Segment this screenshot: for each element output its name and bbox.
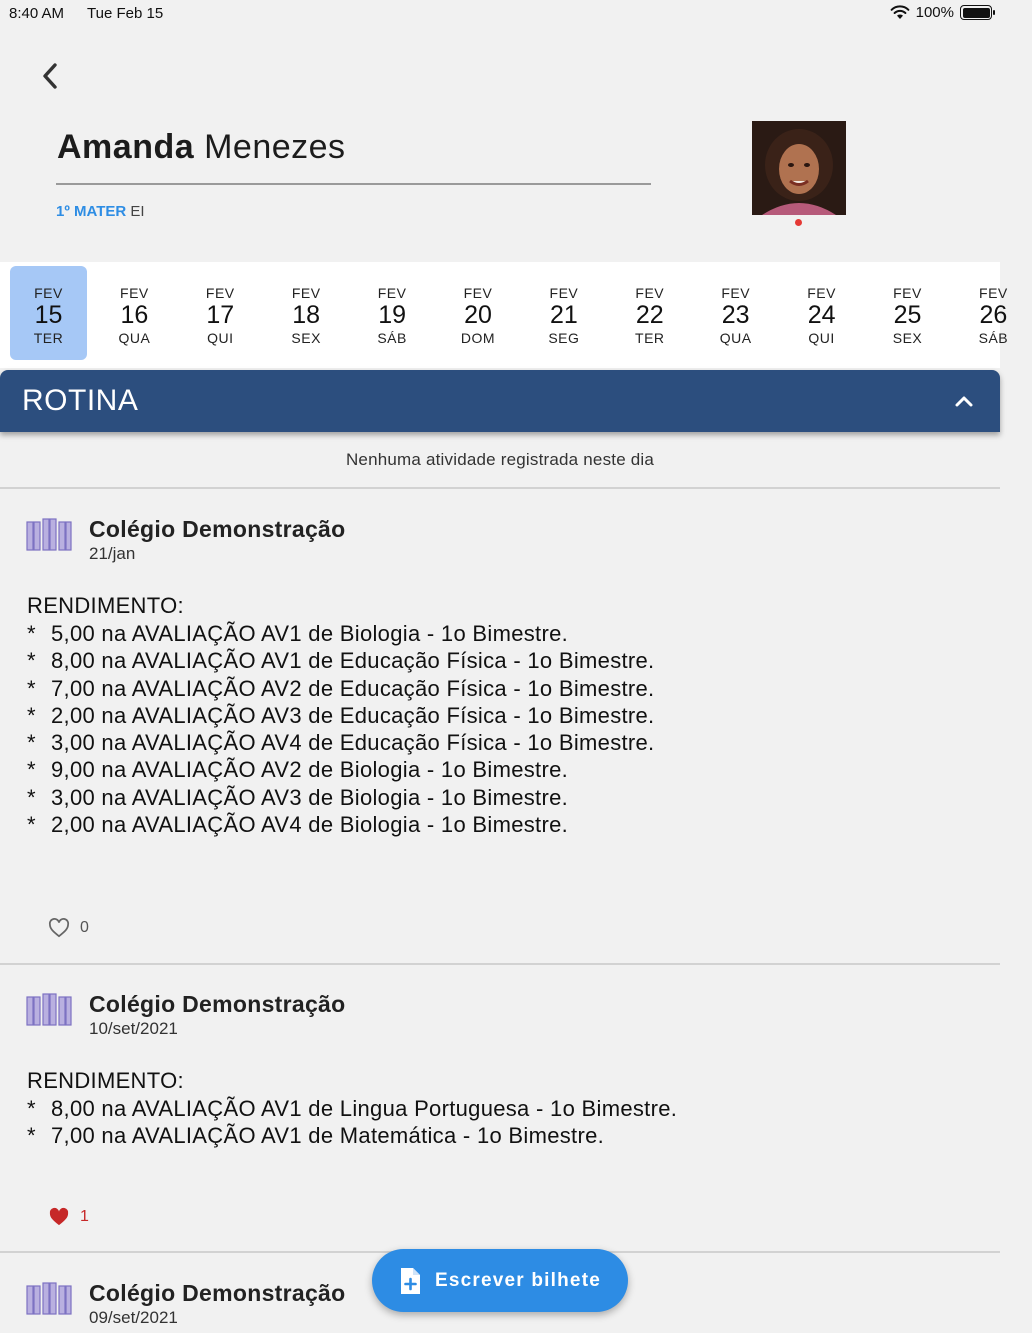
date-day: 24 — [807, 301, 836, 329]
date-weekday: SÁB — [978, 330, 1009, 346]
post-heading: RENDIMENTO: — [27, 593, 184, 618]
date-month: FEV — [291, 285, 321, 301]
post-org: Colégio Demonstração — [89, 1280, 346, 1306]
status-right — [890, 4, 992, 21]
heart-outline-icon[interactable] — [48, 918, 70, 938]
chevron-up-icon[interactable] — [950, 388, 978, 416]
like-count: 1 — [80, 1208, 89, 1225]
date-item[interactable] — [955, 266, 1032, 360]
status-bar — [0, 0, 1000, 28]
like-button[interactable] — [48, 1207, 89, 1227]
date-month: FEV — [377, 285, 407, 301]
battery-percent: 100% — [915, 4, 954, 21]
date-item[interactable] — [611, 266, 688, 360]
class-secondary: EI — [130, 203, 145, 220]
date-day: 26 — [979, 301, 1008, 329]
bullet: * — [27, 784, 36, 810]
date-item[interactable] — [96, 266, 173, 360]
date-month: FEV — [893, 285, 922, 301]
date-weekday: SÁB — [377, 330, 407, 346]
date-item[interactable] — [783, 266, 860, 360]
grade-item — [27, 811, 654, 838]
date-weekday: SEG — [548, 330, 580, 346]
grade-item — [27, 647, 654, 674]
date-day: 25 — [893, 301, 922, 329]
date-month: FEV — [635, 285, 665, 301]
post-heading: RENDIMENTO: — [27, 1068, 184, 1093]
status-time: 8:40 AM — [9, 5, 65, 22]
date-weekday: QUI — [808, 330, 835, 346]
grade-item — [27, 702, 654, 729]
rotina-empty-message: Nenhuma atividade registrada neste dia — [345, 450, 655, 469]
bullet: * — [27, 757, 36, 783]
date-item[interactable] — [869, 266, 946, 360]
grade-list — [27, 1095, 677, 1150]
school-logo-icon — [26, 1280, 72, 1316]
date-weekday: TER — [33, 330, 64, 346]
date-day: 21 — [549, 301, 578, 329]
date-weekday: QUI — [207, 330, 234, 346]
grade-item — [27, 784, 654, 811]
date-month: FEV — [120, 285, 149, 301]
school-logo-icon — [26, 991, 72, 1027]
name-underline — [56, 183, 651, 185]
grade-list — [27, 620, 654, 838]
student-name — [57, 128, 346, 167]
date-month: FEV — [807, 285, 836, 301]
date-day: 18 — [292, 301, 321, 329]
grade-text: 7,00 na AVALIAÇÃO AV1 de Matemática - 1o Bimestre. — [51, 1123, 605, 1149]
date-item[interactable] — [354, 266, 431, 360]
class-primary: 1º MATER — [56, 203, 127, 220]
post-org: Colégio Demonstração — [89, 991, 346, 1017]
grade-item — [27, 1095, 677, 1122]
file-plus-icon — [399, 1267, 421, 1295]
grade-text: 3,00 na AVALIAÇÃO AV3 de Biologia - 1o Bimestre. — [51, 784, 569, 810]
date-item[interactable] — [10, 266, 87, 360]
date-item[interactable] — [182, 266, 259, 360]
wifi-icon — [890, 5, 910, 20]
bullet: * — [27, 675, 36, 701]
date-weekday: SEX — [892, 330, 923, 346]
status-dot — [795, 219, 802, 226]
rotina-title: ROTINA — [22, 384, 139, 417]
bullet: * — [27, 730, 36, 756]
class-label — [56, 203, 145, 220]
post-org: Colégio Demonstração — [89, 516, 346, 542]
date-month: FEV — [205, 285, 235, 301]
post-date: 09/set/2021 — [89, 1308, 178, 1327]
heart-filled-icon[interactable] — [48, 1207, 70, 1227]
date-day: 15 — [34, 301, 63, 329]
date-strip — [0, 262, 1009, 368]
date-item[interactable] — [525, 266, 602, 360]
back-button[interactable] — [32, 58, 68, 94]
bullet: * — [27, 1096, 36, 1121]
bullet: * — [27, 1123, 36, 1149]
write-note-label: Escrever bilhete — [434, 1269, 601, 1291]
battery-icon — [960, 5, 992, 20]
date-item[interactable] — [440, 266, 517, 360]
date-day: 19 — [378, 301, 406, 329]
write-note-button[interactable] — [372, 1249, 628, 1312]
date-day: 22 — [635, 301, 664, 329]
date-day: 16 — [120, 301, 149, 329]
grade-text: 8,00 na AVALIAÇÃO AV1 de Lingua Portuguesa - 1o Bimestre. — [51, 1096, 678, 1121]
school-logo-icon — [26, 516, 72, 552]
grade-item — [27, 675, 654, 702]
grade-text: 3,00 na AVALIAÇÃO AV4 de Educação Física - 1o Bimestre. — [51, 730, 655, 756]
status-date: Tue Feb 15 — [87, 5, 164, 22]
post-date: 10/set/2021 — [89, 1019, 178, 1038]
grade-item — [27, 729, 654, 756]
bullet: * — [27, 812, 36, 838]
post-date: 21/jan — [89, 544, 136, 563]
bullet: * — [27, 702, 36, 728]
date-month: FEV — [549, 285, 579, 301]
student-last-name: Menezes — [204, 128, 346, 166]
avatar[interactable] — [752, 121, 846, 215]
date-weekday: DOM — [460, 330, 496, 346]
date-day: 20 — [464, 301, 492, 329]
bullet: * — [27, 621, 36, 646]
date-month: FEV — [721, 285, 751, 301]
grade-text: 2,00 na AVALIAÇÃO AV4 de Biologia - 1o Bimestre. — [51, 812, 569, 838]
chevron-left-icon — [40, 62, 60, 90]
avatar-photo — [752, 121, 846, 215]
like-count: 0 — [80, 919, 89, 936]
date-item[interactable] — [697, 266, 774, 360]
date-day: 17 — [206, 301, 235, 329]
date-day: 23 — [721, 301, 750, 329]
date-weekday: QUA — [118, 330, 151, 346]
grade-text: 9,00 na AVALIAÇÃO AV2 de Biologia - 1o Bimestre. — [51, 757, 569, 783]
grade-item — [27, 620, 654, 647]
date-month: FEV — [979, 285, 1008, 301]
date-weekday: SEX — [291, 330, 321, 346]
grade-text: 8,00 na AVALIAÇÃO AV1 de Educação Física - 1o Bimestre. — [51, 648, 655, 674]
date-item[interactable] — [268, 266, 345, 360]
date-month: FEV — [34, 285, 63, 301]
divider — [0, 963, 1000, 965]
grade-text: 7,00 na AVALIAÇÃO AV2 de Educação Física - 1o Bimestre. — [51, 675, 655, 701]
student-first-name: Amanda — [57, 128, 195, 166]
like-button[interactable] — [48, 918, 89, 938]
grade-item — [27, 1122, 677, 1149]
date-weekday: TER — [635, 330, 665, 346]
rotina-header[interactable] — [0, 370, 1000, 432]
date-month: FEV — [463, 285, 493, 301]
date-weekday: QUA — [719, 330, 752, 346]
grade-item — [27, 756, 654, 783]
bullet: * — [27, 648, 36, 674]
grade-text: 5,00 na AVALIAÇÃO AV1 de Biologia - 1o Bimestre. — [51, 621, 569, 646]
grade-text: 2,00 na AVALIAÇÃO AV3 de Educação Física - 1o Bimestre. — [51, 702, 655, 728]
divider — [0, 487, 1000, 489]
